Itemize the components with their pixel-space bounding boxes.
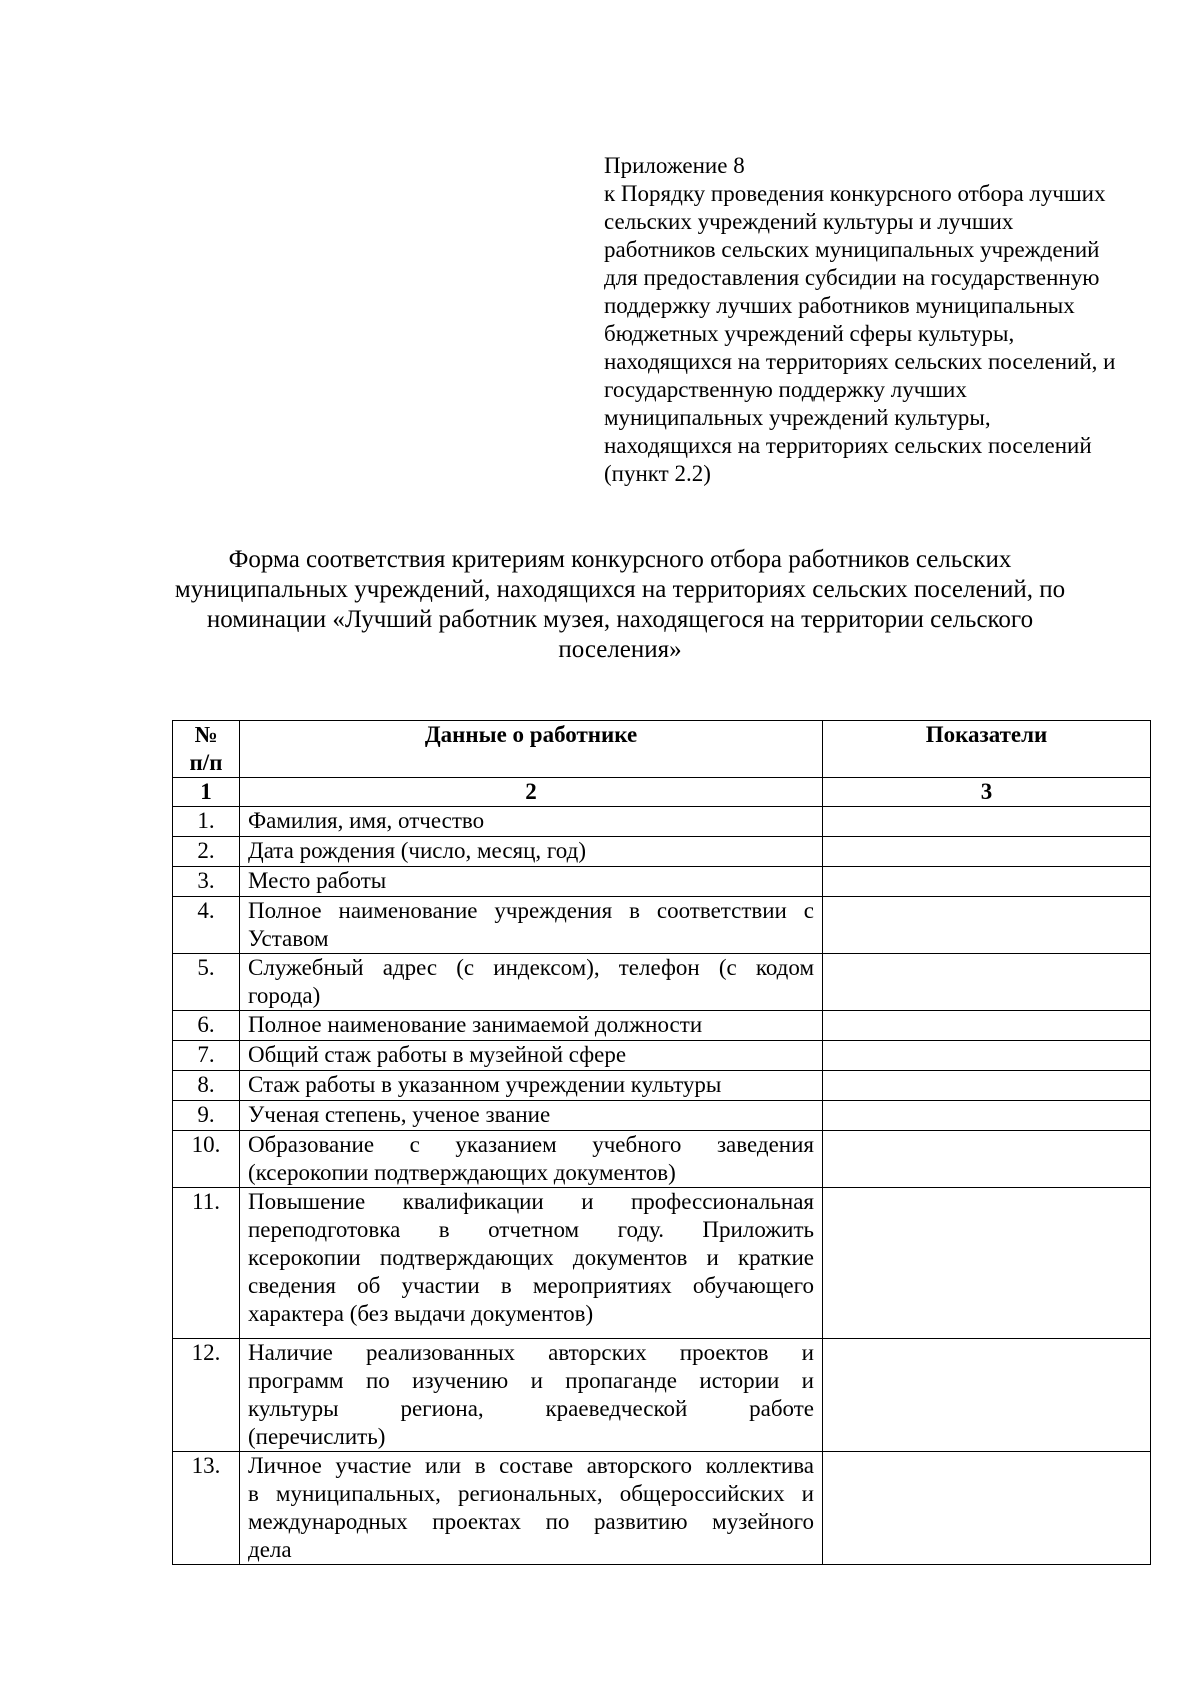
row-criterion (240, 867, 823, 897)
table-row (173, 1452, 1151, 1565)
row-indicator-value (823, 954, 1151, 1011)
row-criterion (240, 1101, 823, 1131)
criterion-line: культуры региона, краеведческой работе (248, 1396, 814, 1421)
criterion-line: Дата рождения (число, месяц, год) (248, 838, 586, 863)
table-header-row (173, 721, 1151, 778)
appendix-line: (пункт 2.2) (604, 461, 711, 486)
row-indicator-value (823, 1101, 1151, 1131)
row-criterion (240, 1452, 823, 1565)
table-row (173, 954, 1151, 1011)
row-criterion (240, 837, 823, 867)
table-row (173, 1011, 1151, 1041)
header-number-line2: п/п (189, 750, 223, 775)
appendix-block (604, 152, 1164, 488)
row-criterion (240, 1041, 823, 1071)
row-number: 2. (173, 837, 240, 867)
table-row (173, 837, 1151, 867)
row-indicator-value (823, 897, 1151, 954)
header-number (173, 721, 240, 778)
appendix-line: муниципальных учреждений культуры, (604, 405, 991, 430)
criterion-line: Стаж работы в указанном учреждении культуры (248, 1072, 722, 1097)
criterion-line: сведения об участии в мероприятиях обучающего (248, 1273, 814, 1298)
row-number: 3. (173, 867, 240, 897)
criterion-line: программ по изучению и пропаганде истории и (248, 1368, 814, 1393)
appendix-line: государственную поддержку лучших (604, 377, 967, 402)
criterion-line: Личное участие или в составе авторского коллектива (248, 1453, 814, 1478)
row-criterion (240, 807, 823, 837)
criteria-table (172, 720, 1151, 1565)
criterion-line: характера (без выдачи документов) (248, 1301, 594, 1326)
row-indicator-value (823, 1131, 1151, 1188)
criterion-line: Полное наименование занимаемой должности (248, 1012, 703, 1037)
row-number: 11. (173, 1188, 240, 1339)
column-number-row (173, 778, 1151, 807)
row-number: 8. (173, 1071, 240, 1101)
appendix-line: работников сельских муниципальных учреждений (604, 237, 1100, 262)
form-title (160, 545, 1080, 665)
form-title-line: муниципальных учреждений, находящихся на территориях сельских поселений, по (174, 576, 1066, 603)
row-indicator-value (823, 837, 1151, 867)
criterion-line: Фамилия, имя, отчество (248, 808, 485, 833)
row-criterion (240, 897, 823, 954)
row-criterion (240, 1131, 823, 1188)
header-indicators: Показатели (823, 721, 1151, 778)
table-row (173, 1131, 1151, 1188)
table-row (173, 1071, 1151, 1101)
header-employee-data: Данные о работнике (240, 721, 823, 778)
table-row (173, 897, 1151, 954)
appendix-line: к Порядку проведения конкурсного отбора лучших (604, 181, 1106, 206)
table-row (173, 1339, 1151, 1452)
table-row (173, 1101, 1151, 1131)
appendix-line: сельских учреждений культуры и лучших (604, 209, 1014, 234)
criterion-line: в муниципальных, региональных, общероссийских и (248, 1481, 814, 1506)
criterion-line: Наличие реализованных авторских проектов и (248, 1340, 814, 1365)
column-number: 2 (240, 778, 823, 807)
row-indicator-value (823, 1339, 1151, 1452)
row-number: 12. (173, 1339, 240, 1452)
appendix-line: Приложение 8 (604, 153, 745, 178)
appendix-line: находящихся на территориях сельских поселений (604, 433, 1092, 458)
row-criterion (240, 1011, 823, 1041)
criterion-line: переподготовка в отчетном году. Приложить (248, 1217, 814, 1242)
row-indicator-value (823, 1452, 1151, 1565)
criterion-line: дела (248, 1537, 292, 1562)
criterion-line: Место работы (248, 868, 387, 893)
row-number: 13. (173, 1452, 240, 1565)
table-row (173, 867, 1151, 897)
table-row (173, 1041, 1151, 1071)
criterion-line: (перечислить) (248, 1424, 386, 1449)
appendix-line: поддержку лучших работников муниципальных (604, 293, 1075, 318)
form-title-line: номинации «Лучший работник музея, находящегося на территории сельского (206, 606, 1034, 633)
row-number: 4. (173, 897, 240, 954)
table-body (173, 807, 1151, 1565)
criterion-line: города) (248, 983, 321, 1008)
appendix-line: бюджетных учреждений сферы культуры, (604, 321, 1015, 346)
criterion-line: ксерокопии подтверждающих документов и краткие (248, 1245, 814, 1270)
row-indicator-value (823, 867, 1151, 897)
row-number: 1. (173, 807, 240, 837)
appendix-line: для предоставления субсидии на государственную (604, 265, 1100, 290)
table-row (173, 1188, 1151, 1339)
column-number: 1 (173, 778, 240, 807)
criterion-line: Образование с указанием учебного заведения (248, 1132, 814, 1157)
criterion-line: Полное наименование учреждения в соответствии с (248, 898, 814, 923)
row-criterion (240, 954, 823, 1011)
row-number: 6. (173, 1011, 240, 1041)
row-indicator-value (823, 1188, 1151, 1339)
row-indicator-value (823, 1041, 1151, 1071)
row-criterion (240, 1071, 823, 1101)
row-number: 9. (173, 1101, 240, 1131)
row-indicator-value (823, 1071, 1151, 1101)
criterion-line: Служебный адрес (с индексом), телефон (с кодом (248, 955, 814, 980)
row-indicator-value (823, 807, 1151, 837)
row-criterion (240, 1188, 823, 1339)
row-number: 5. (173, 954, 240, 1011)
criterion-line: Общий стаж работы в музейной сфере (248, 1042, 627, 1067)
criterion-line: Повышение квалификации и профессиональная (248, 1189, 814, 1214)
form-title-line: поселения» (558, 636, 682, 663)
criterion-line: Ученая степень, ученое звание (248, 1102, 551, 1127)
header-number-line1: № (194, 722, 218, 747)
criterion-line: Уставом (248, 926, 329, 951)
row-number: 7. (173, 1041, 240, 1071)
row-number: 10. (173, 1131, 240, 1188)
row-indicator-value (823, 1011, 1151, 1041)
row-criterion (240, 1339, 823, 1452)
appendix-line: находящихся на территориях сельских поселений, и (604, 349, 1116, 374)
criterion-line: (ксерокопии подтверждающих документов) (248, 1160, 676, 1185)
column-number: 3 (823, 778, 1151, 807)
form-title-line: Форма соответствия критериям конкурсного отбора работников сельских (228, 546, 1012, 573)
criterion-line: международных проектах по развитию музейного (248, 1509, 814, 1534)
table-row (173, 807, 1151, 837)
